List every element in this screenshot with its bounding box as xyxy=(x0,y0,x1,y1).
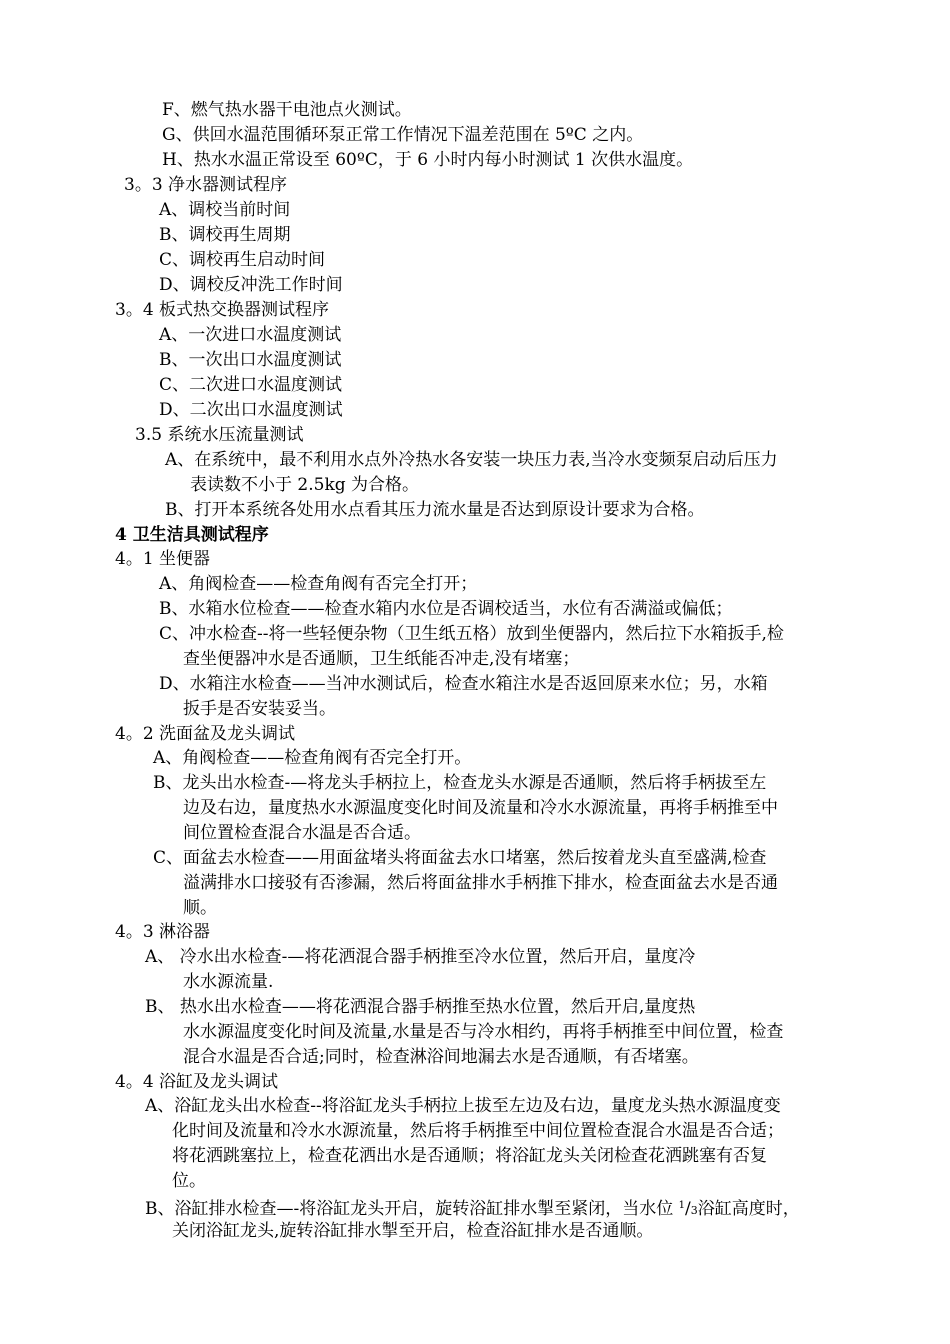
item-4-1-c: C、冲水检查--将一些轻便杂物（卫生纸五格）放到坐便器内，然后拉下水箱扳手,检 xyxy=(159,624,784,644)
item-4-3-b-cont-2: 混合水温是否合适;同时，检查淋浴间地漏去水是否通顺，有否堵塞。 xyxy=(183,1047,699,1067)
section-3-5-heading: 3.5 系统水压流量测试 xyxy=(135,425,304,445)
item-4-1-d: D、水箱注水检查——当冲水测试后，检查水箱注水是否返回原来水位；另，水箱 xyxy=(159,674,768,694)
section-4-3-heading: 4。3 淋浴器 xyxy=(115,922,211,942)
item-3-4-d: D、二次出口水温度测试 xyxy=(159,400,343,420)
item-4-2-c-cont-2: 顺。 xyxy=(183,898,217,918)
item-4-4-a: A、浴缸龙头出水检查--将浴缸龙头手柄拉上拔至左边及右边，量度龙头热水源温度变 xyxy=(145,1096,781,1116)
item-4-4-a-cont-3: 位。 xyxy=(172,1171,206,1191)
item-4-4-b-cont: 关闭浴缸龙头,旋转浴缸排水掣至开启，检查浴缸排水是否通顺。 xyxy=(172,1221,654,1241)
item-4-3-a-cont: 水水源流量. xyxy=(183,972,274,992)
section-4-2-heading: 4。2 洗面盆及龙头调试 xyxy=(115,724,296,744)
item-4-4-b-text-2: 浴缸高度时， xyxy=(697,1199,800,1219)
section-3-4-heading: 3。4 板式热交换器测试程序 xyxy=(115,300,330,320)
item-4-2-b: B、龙头出水检查-—将龙头手柄拉上，检查龙头水源是否通顺，然后将手柄拔至左 xyxy=(153,773,767,793)
item-4-2-a: A、角阀检查——检查角阀有否完全打开。 xyxy=(153,748,472,768)
fraction-slash: / xyxy=(685,1199,691,1219)
section-3-3-heading: 3。3 净水器测试程序 xyxy=(124,175,288,195)
item-4-1-d-cont: 扳手是否安装妥当。 xyxy=(183,699,336,719)
item-f-battery-ignition: F、燃气热水器干电池点火测试。 xyxy=(162,100,412,120)
item-3-4-c: C、二次进口水温度测试 xyxy=(159,375,343,395)
item-3-3-c: C、调校再生启动时间 xyxy=(159,250,326,270)
item-4-4-a-cont-2: 将花洒跳塞拉上，检查花洒出水是否通顺；将浴缸龙头关闭检查花洒跳塞有否复 xyxy=(172,1146,767,1166)
section-4-heading: 4 卫生洁具测试程序 xyxy=(115,525,269,545)
item-3-3-d: D、调校反冲洗工作时间 xyxy=(159,275,343,295)
item-4-2-c: C、面盆去水检查——用面盆堵头将面盆去水口堵塞，然后按着龙头直至盛满,检查 xyxy=(153,848,767,868)
item-4-1-b: B、水箱水位检查——检查水箱内水位是否调校适当，水位有否满溢或偏低； xyxy=(159,599,733,619)
section-4-4-heading: 4。4 浴缸及龙头调试 xyxy=(115,1072,279,1092)
item-4-3-b: B、 热水出水检查——将花洒混合器手柄推至热水位置，然后开启,量度热 xyxy=(145,997,696,1017)
section-4-1-heading: 4。1 坐便器 xyxy=(115,549,211,569)
item-3-4-a: A、一次进口水温度测试 xyxy=(159,325,342,345)
item-3-3-b: B、调校再生周期 xyxy=(159,225,291,245)
item-4-2-c-cont-1: 溢满排水口接驳有否渗漏，然后将面盆排水手柄推下排水，检查面盆去水是否通 xyxy=(183,873,778,893)
fraction-denominator: 3 xyxy=(690,1204,698,1217)
item-4-1-a: A、角阀检查——检查角阀有否完全打开； xyxy=(159,574,478,594)
item-3-5-a-cont: 表读数不小于 2.5kg 为合格。 xyxy=(190,475,420,495)
item-3-4-b: B、一次出口水温度测试 xyxy=(159,350,342,370)
item-g-temperature-range: G、供回水温范围循环泵正常工作情况下温差范围在 5ºC 之内。 xyxy=(162,125,644,145)
item-3-3-a: A、调校当前时间 xyxy=(159,200,291,220)
item-4-4-b-text-1: B、浴缸排水检查—-将浴缸龙头开启，旋转浴缸排水掣至紧闭，当水位 xyxy=(145,1199,679,1219)
item-4-3-a: A、 冷水出水检查-—将花洒混合器手柄推至冷水位置，然后开启，量度冷 xyxy=(145,947,696,967)
item-4-3-b-cont-1: 水水源温度变化时间及流量,水量是否与冷水相约，再将手柄推至中间位置，检查 xyxy=(183,1022,784,1042)
item-3-5-a: A、在系统中，最不利用水点外冷热水各安装一块压力表,当冷水变频泵启动后压力 xyxy=(165,450,778,470)
item-3-5-b: B、打开本系统各处用水点看其压力流水量是否达到原设计要求为合格。 xyxy=(165,500,705,520)
item-4-4-a-cont-1: 化时间及流量和冷水水源流量，然后将手柄推至中间位置检查混合水温是否合适； xyxy=(172,1121,784,1141)
item-h-hot-water-temp: H、热水水温正常设至 60ºC，于 6 小时内每小时测试 1 次供水温度。 xyxy=(162,150,694,170)
item-4-4-b xyxy=(145,1194,800,1218)
item-4-1-c-cont: 查坐便器冲水是否通顺，卫生纸能否冲走,没有堵塞； xyxy=(183,649,580,669)
item-4-2-b-cont-2: 间位置检查混合水温是否合适。 xyxy=(183,823,421,843)
fraction-numerator: 1 xyxy=(678,1200,686,1211)
item-4-2-b-cont-1: 边及右边，量度热水水源温度变化时间及流量和冷水水源流量，再将手柄推至中 xyxy=(183,798,778,818)
